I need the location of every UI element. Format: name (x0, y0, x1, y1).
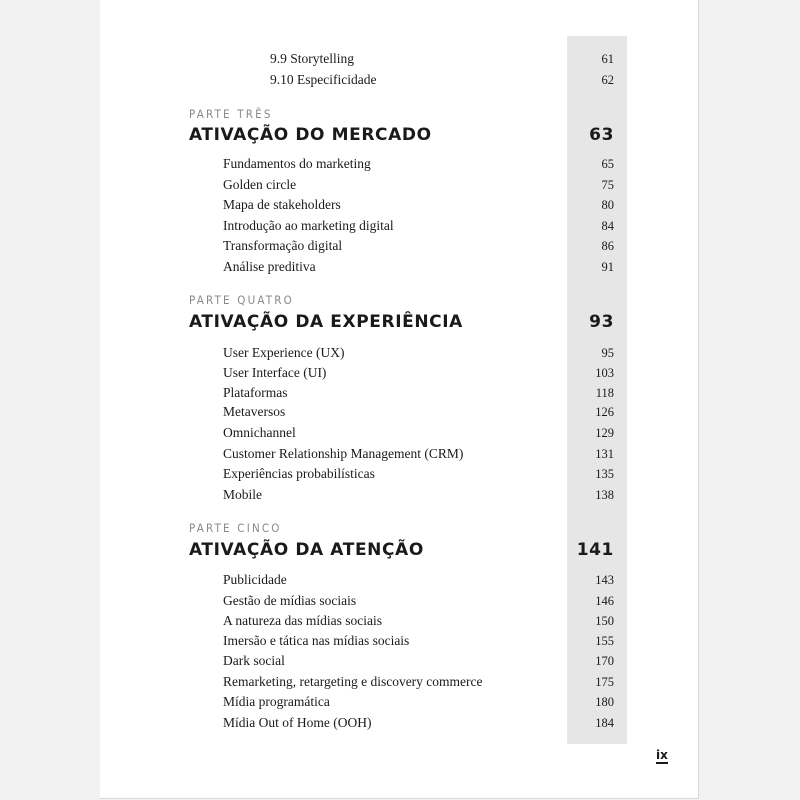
part-label: PARTE QUATRO (189, 293, 295, 307)
toc-entry (100, 464, 614, 484)
toc-entry (100, 591, 614, 611)
toc-entry-page: 95 (601, 346, 614, 360)
toc-entry-label: Mídia programática (223, 694, 330, 709)
toc-entry-label: Mídia Out of Home (OOH) (223, 715, 372, 730)
toc-entry-label: Imersão e tática nas mídias sociais (223, 633, 410, 648)
toc-entry (100, 423, 614, 443)
toc-entry-label: Gestão de mídias sociais (223, 593, 357, 608)
toc-entry-label: Mapa de stakeholders (223, 197, 341, 212)
toc-entry-page: 180 (595, 695, 614, 709)
part-label: PARTE CINCO (189, 521, 282, 535)
toc-entry-page: 131 (595, 447, 614, 461)
part-title (189, 309, 614, 335)
part-page: 141 (576, 540, 614, 560)
toc-entry-page: 65 (601, 157, 614, 171)
toc-entry (100, 672, 614, 692)
toc-entry-page: 91 (601, 260, 614, 274)
toc-entry-page: 103 (595, 366, 614, 380)
toc-entry-page: 175 (595, 675, 614, 689)
part-page: 93 (589, 312, 614, 332)
toc-entry (100, 444, 614, 464)
toc-entry-page: 184 (595, 716, 614, 730)
toc-entry (100, 195, 614, 215)
toc-entry (100, 70, 614, 90)
toc-entry-page: 118 (595, 386, 614, 400)
toc-entry-label: A natureza das mídias sociais (223, 613, 382, 628)
toc-entry-page: 126 (595, 405, 614, 419)
toc-entry-label: Dark social (223, 653, 285, 668)
part-title (189, 537, 614, 563)
toc-entry-page: 61 (601, 52, 614, 66)
toc-entry-label: Publicidade (223, 572, 287, 587)
toc-entry-page: 135 (595, 467, 614, 481)
toc-entry-page: 146 (595, 594, 614, 608)
toc-entry-label: Omnichannel (223, 425, 296, 440)
toc-entry (100, 383, 614, 403)
toc-entry-page: 129 (595, 426, 614, 440)
toc-entry-label: User Interface (UI) (223, 365, 327, 380)
toc-entry-label: Análise preditiva (223, 259, 316, 274)
toc-entry-label: Introdução ao marketing digital (223, 218, 394, 233)
toc-entry-page: 155 (595, 634, 614, 648)
toc-entry (100, 651, 614, 671)
toc-entry-label: Remarketing, retargeting e discovery commerce (223, 674, 483, 689)
part-title-text: ATIVAÇÃO DA EXPERIÊNCIA (189, 312, 463, 332)
toc-entry (100, 570, 614, 590)
toc-entry-label: Mobile (223, 487, 262, 502)
toc-entry-page: 80 (601, 198, 614, 212)
toc-entry-page: 170 (595, 654, 614, 668)
part-title-text: ATIVAÇÃO DA ATENÇÃO (189, 540, 424, 560)
toc-entry-label: Golden circle (223, 177, 297, 192)
book-page (100, 0, 699, 799)
toc-entry-page: 143 (595, 573, 614, 587)
toc-entry-label: 9.9 Storytelling (270, 51, 354, 66)
toc-entry (100, 216, 614, 236)
toc-entry-label: Fundamentos do marketing (223, 156, 371, 171)
toc-entry-page: 150 (595, 614, 614, 628)
toc-entry (100, 611, 614, 631)
toc-entry-page: 86 (601, 239, 614, 253)
part-title (189, 122, 614, 148)
toc-entry-label: 9.10 Especificidade (270, 72, 377, 87)
toc-entry-page: 84 (601, 219, 614, 233)
toc-entry-label: User Experience (UX) (223, 345, 345, 360)
toc-entry (100, 402, 614, 422)
toc-entry (100, 49, 614, 69)
toc-entry-page: 75 (601, 178, 614, 192)
toc-entry-label: Transformação digital (223, 238, 343, 253)
toc-entry (100, 485, 614, 505)
toc-entry (100, 343, 614, 363)
toc-entry (100, 713, 614, 733)
toc-entry (100, 175, 614, 195)
toc-entry (100, 692, 614, 712)
toc-entry-page: 62 (601, 73, 614, 87)
toc-entry (100, 631, 614, 651)
toc-entry (100, 154, 614, 174)
part-page: 63 (589, 125, 614, 145)
toc-entry-label: Experiências probabilísticas (223, 466, 375, 481)
toc-entry (100, 257, 614, 277)
toc-entry-label: Metaversos (223, 404, 286, 419)
part-title-text: ATIVAÇÃO DO MERCADO (189, 125, 432, 145)
toc-entry-label: Plataformas (223, 385, 288, 400)
part-label: PARTE TRÊS (189, 107, 273, 121)
page-folio: ix (656, 748, 668, 762)
toc-entry-label: Customer Relationship Management (CRM) (223, 446, 464, 461)
toc-entry (100, 363, 614, 383)
toc-entry-page: 138 (595, 488, 614, 502)
toc-entry (100, 236, 614, 256)
